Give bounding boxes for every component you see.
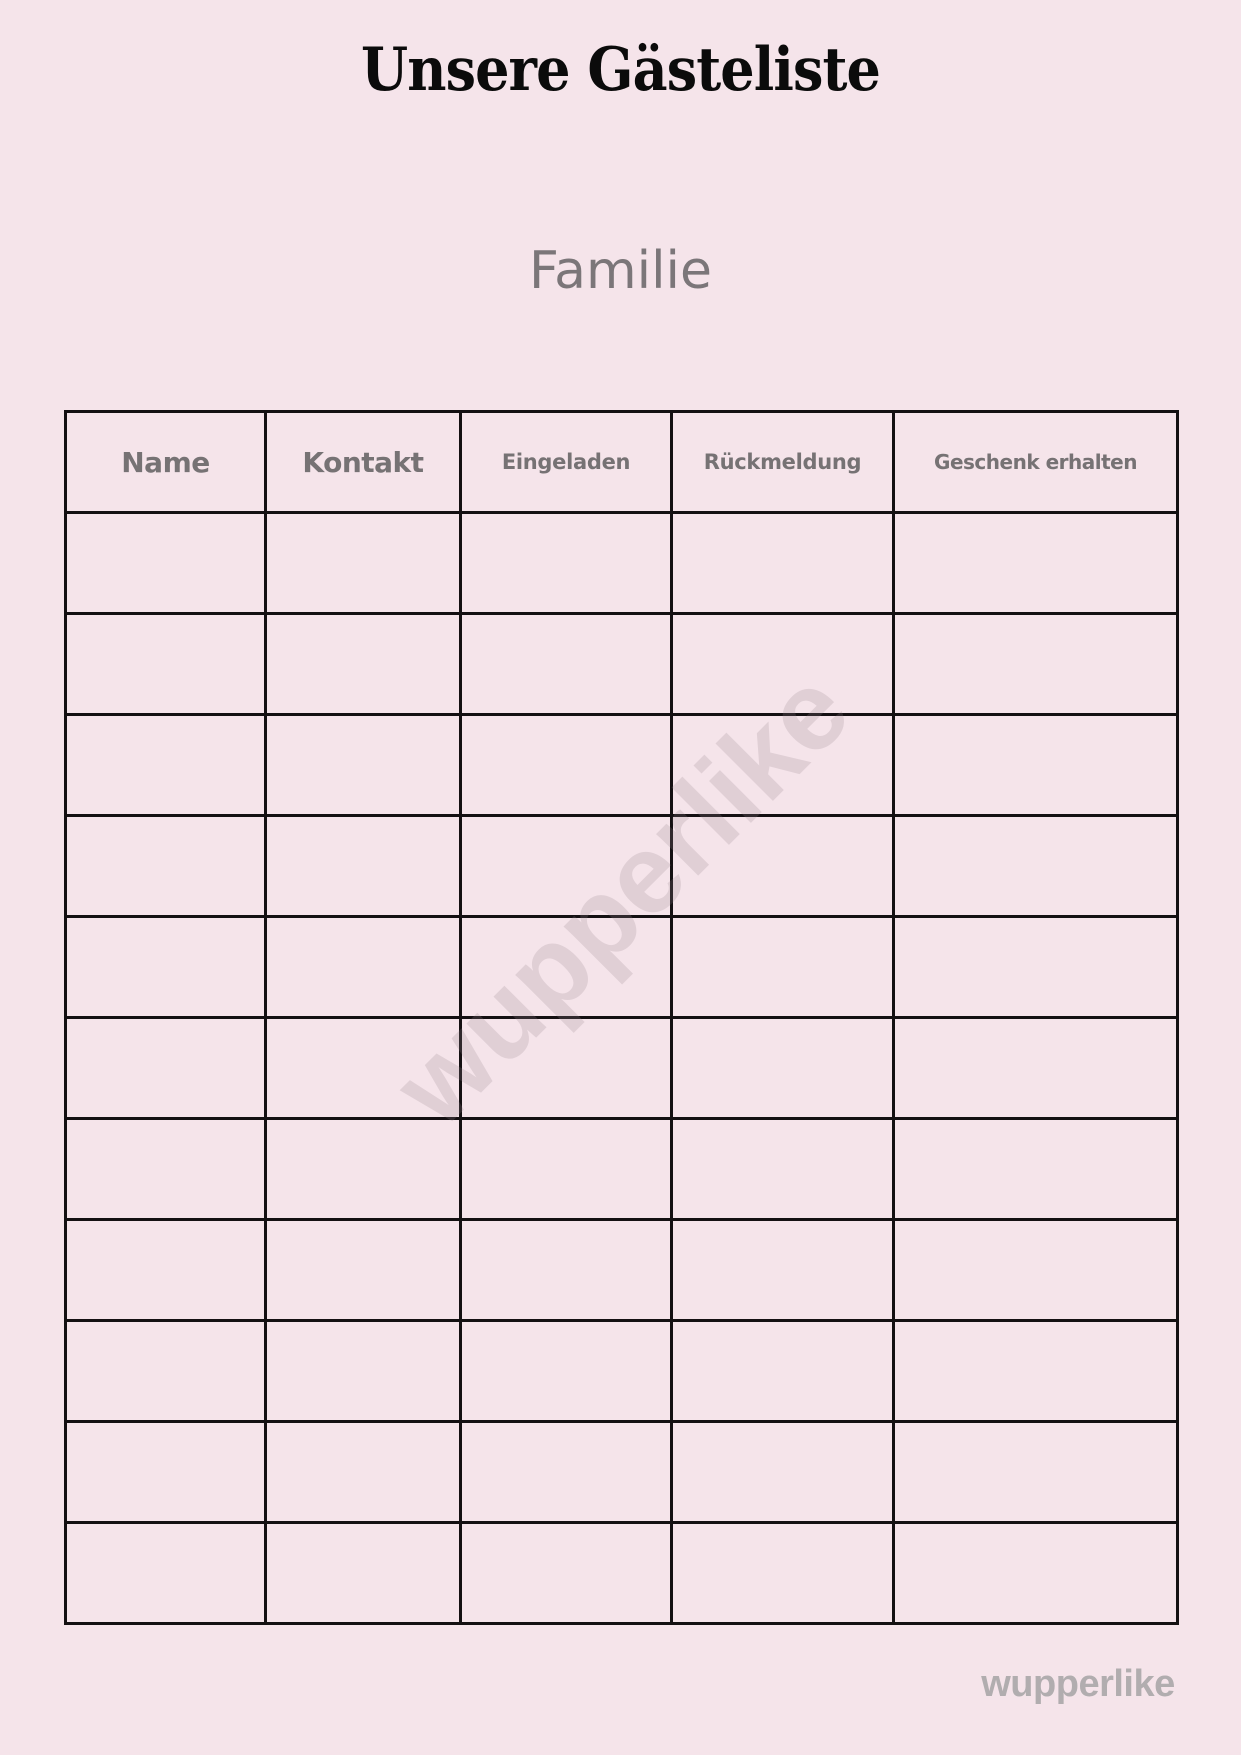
cell-name[interactable] — [66, 1422, 266, 1523]
table-row — [66, 1220, 1178, 1321]
cell-gift-received[interactable] — [894, 917, 1178, 1018]
cell-contact[interactable] — [266, 1018, 461, 1119]
cell-invited[interactable] — [461, 614, 672, 715]
cell-gift-received[interactable] — [894, 614, 1178, 715]
table-row — [66, 513, 1178, 614]
table-row — [66, 614, 1178, 715]
watermark-diagonal: wupperlike — [370, 646, 873, 1149]
cell-contact[interactable] — [266, 715, 461, 816]
cell-contact[interactable] — [266, 614, 461, 715]
cell-invited[interactable] — [461, 1119, 672, 1220]
table-body — [66, 513, 1178, 1624]
cell-invited[interactable] — [461, 1523, 672, 1624]
cell-invited[interactable] — [461, 1321, 672, 1422]
cell-contact[interactable] — [266, 1119, 461, 1220]
cell-contact[interactable] — [266, 917, 461, 1018]
cell-name[interactable] — [66, 917, 266, 1018]
cell-response[interactable] — [672, 1321, 894, 1422]
cell-gift-received[interactable] — [894, 1523, 1178, 1624]
column-header-response: Rückmeldung — [672, 412, 894, 513]
cell-response[interactable] — [672, 1220, 894, 1321]
column-header-invited: Eingeladen — [461, 412, 672, 513]
cell-invited[interactable] — [461, 917, 672, 1018]
table-row — [66, 1018, 1178, 1119]
cell-gift-received[interactable] — [894, 1018, 1178, 1119]
table-row — [66, 1422, 1178, 1523]
table-row — [66, 917, 1178, 1018]
cell-contact[interactable] — [266, 513, 461, 614]
column-header-name: Name — [66, 412, 266, 513]
cell-invited[interactable] — [461, 816, 672, 917]
cell-name[interactable] — [66, 1523, 266, 1624]
watermark-corner: wupperlike — [981, 1663, 1175, 1705]
cell-gift-received[interactable] — [894, 1220, 1178, 1321]
cell-contact[interactable] — [266, 1523, 461, 1624]
cell-contact[interactable] — [266, 816, 461, 917]
guest-list-table — [64, 410, 1179, 1625]
cell-response[interactable] — [672, 816, 894, 917]
cell-response[interactable] — [672, 715, 894, 816]
cell-contact[interactable] — [266, 1321, 461, 1422]
cell-name[interactable] — [66, 1220, 266, 1321]
table-row — [66, 1321, 1178, 1422]
cell-invited[interactable] — [461, 715, 672, 816]
cell-gift-received[interactable] — [894, 1422, 1178, 1523]
cell-invited[interactable] — [461, 1220, 672, 1321]
cell-invited[interactable] — [461, 1018, 672, 1119]
cell-response[interactable] — [672, 917, 894, 1018]
cell-contact[interactable] — [266, 1422, 461, 1523]
cell-name[interactable] — [66, 1119, 266, 1220]
cell-name[interactable] — [66, 715, 266, 816]
cell-invited[interactable] — [461, 513, 672, 614]
cell-invited[interactable] — [461, 1422, 672, 1523]
section-subtitle: Familie — [529, 241, 712, 301]
cell-gift-received[interactable] — [894, 816, 1178, 917]
cell-gift-received[interactable] — [894, 1119, 1178, 1220]
column-header-gift-received: Geschenk erhalten — [894, 412, 1178, 513]
table-row — [66, 715, 1178, 816]
cell-response[interactable] — [672, 1422, 894, 1523]
cell-contact[interactable] — [266, 1220, 461, 1321]
cell-gift-received[interactable] — [894, 1321, 1178, 1422]
cell-response[interactable] — [672, 614, 894, 715]
cell-gift-received[interactable] — [894, 513, 1178, 614]
cell-name[interactable] — [66, 614, 266, 715]
cell-response[interactable] — [672, 1119, 894, 1220]
table-header-row — [66, 412, 1178, 513]
column-header-contact: Kontakt — [266, 412, 461, 513]
cell-name[interactable] — [66, 1018, 266, 1119]
table-row — [66, 816, 1178, 917]
table-row — [66, 1523, 1178, 1624]
cell-response[interactable] — [672, 513, 894, 614]
cell-response[interactable] — [672, 1523, 894, 1624]
cell-name[interactable] — [66, 816, 266, 917]
table-row — [66, 1119, 1178, 1220]
page-title: Unsere Gästeliste — [361, 35, 880, 105]
cell-name[interactable] — [66, 513, 266, 614]
cell-name[interactable] — [66, 1321, 266, 1422]
cell-gift-received[interactable] — [894, 715, 1178, 816]
cell-response[interactable] — [672, 1018, 894, 1119]
